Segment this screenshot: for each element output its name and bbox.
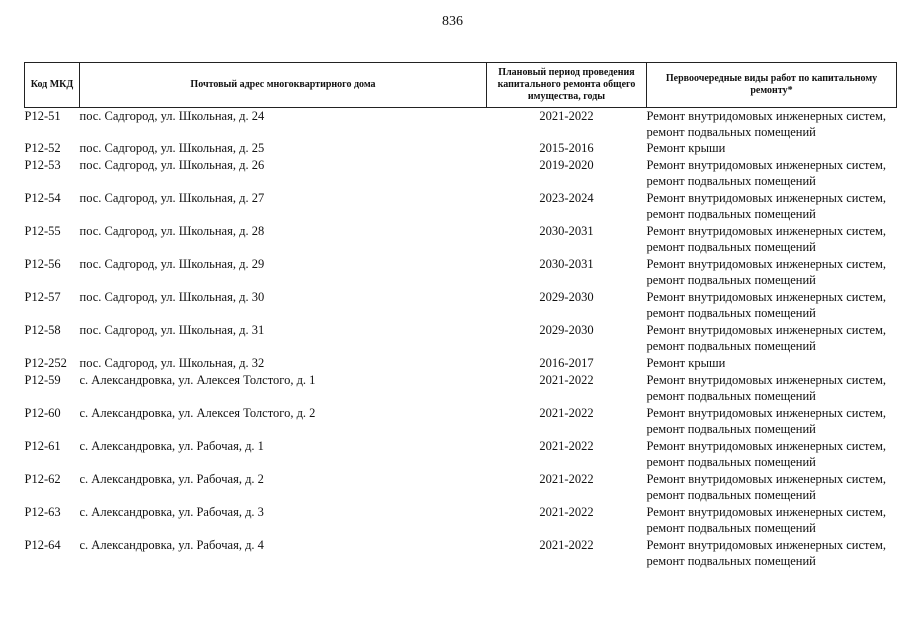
- row-works-cell: [647, 223, 897, 256]
- header-period: Плановый период проведения капитального ремонта общего имущества, годы: [487, 63, 647, 108]
- row-period-cell: 2029-2030: [539, 323, 594, 337]
- table-header-row: [25, 63, 897, 108]
- table-row: [25, 355, 897, 372]
- row-address-cell: пос. Садгород, ул. Школьная, д. 27: [79, 191, 265, 205]
- work-type-line: Ремонт внутридомовых инженерных систем,: [646, 257, 887, 271]
- work-type-line: ремонт подвальных помещений: [646, 207, 816, 221]
- row-address-cell: пос. Садгород, ул. Школьная, д. 28: [79, 224, 265, 238]
- row-works-cell: [647, 157, 897, 190]
- row-code-cell: Р12-57: [24, 290, 61, 304]
- work-type-line: Ремонт внутридомовых инженерных систем,: [646, 439, 887, 453]
- row-code-cell: Р12-51: [24, 109, 61, 123]
- row-code-cell: Р12-64: [24, 538, 61, 552]
- work-type-line: Ремонт внутридомовых инженерных систем,: [646, 323, 887, 337]
- row-address-cell: пос. Садгород, ул. Школьная, д. 25: [79, 141, 265, 155]
- row-period-cell: 2015-2016: [539, 141, 594, 155]
- work-type-line: Ремонт внутридомовых инженерных систем,: [646, 158, 887, 172]
- work-type-line: ремонт подвальных помещений: [646, 521, 816, 535]
- row-code-cell: Р12-62: [24, 472, 61, 486]
- row-works-cell: [647, 372, 897, 405]
- table-row: [25, 223, 897, 256]
- row-address-cell: пос. Садгород, ул. Школьная, д. 32: [79, 356, 265, 370]
- row-works-cell: [647, 355, 897, 372]
- page-number: 836: [442, 14, 463, 29]
- work-type-line: Ремонт крыши: [646, 356, 726, 370]
- capital-repair-table: [24, 62, 897, 570]
- header-code: Код МКД: [25, 63, 80, 108]
- work-type-line: Ремонт внутридомовых инженерных систем,: [646, 224, 887, 238]
- work-type-line: ремонт подвальных помещений: [646, 455, 816, 469]
- work-type-line: ремонт подвальных помещений: [646, 125, 816, 139]
- work-type-line: Ремонт крыши: [646, 141, 726, 155]
- table-row: [25, 504, 897, 537]
- row-period-cell: 2029-2030: [539, 290, 594, 304]
- row-works-cell: [647, 256, 897, 289]
- row-code-cell: Р12-60: [24, 406, 61, 420]
- row-code-cell: Р12-61: [24, 439, 61, 453]
- row-code-cell: Р12-55: [24, 224, 61, 238]
- row-works-cell: [647, 405, 897, 438]
- row-period-cell: 2023-2024: [539, 191, 594, 205]
- table-row: [25, 256, 897, 289]
- table-row: [25, 108, 897, 141]
- row-address-cell: с. Александровка, ул. Алексея Толстого, д. 1: [79, 373, 316, 387]
- row-works-cell: [647, 537, 897, 570]
- row-period-cell: 2021-2022: [539, 373, 594, 387]
- work-type-line: ремонт подвальных помещений: [646, 488, 816, 502]
- row-period-cell: 2021-2022: [539, 472, 594, 486]
- row-code-cell: Р12-53: [24, 158, 61, 172]
- row-works-cell: [647, 438, 897, 471]
- row-works-cell: [647, 471, 897, 504]
- work-type-line: Ремонт внутридомовых инженерных систем,: [646, 538, 887, 552]
- work-type-line: Ремонт внутридомовых инженерных систем,: [646, 109, 887, 123]
- row-code-cell: Р12-63: [24, 505, 61, 519]
- row-address-cell: с. Александровка, ул. Рабочая, д. 1: [79, 439, 264, 453]
- row-address-cell: пос. Садгород, ул. Школьная, д. 24: [79, 109, 265, 123]
- row-period-cell: 2030-2031: [539, 224, 594, 238]
- row-period-cell: 2021-2022: [539, 538, 594, 552]
- row-works-cell: [647, 322, 897, 355]
- table-row: [25, 537, 897, 570]
- row-address-cell: пос. Садгород, ул. Школьная, д. 26: [79, 158, 265, 172]
- work-type-line: Ремонт внутридомовых инженерных систем,: [646, 472, 887, 486]
- row-works-cell: [647, 140, 897, 157]
- table-body: [25, 108, 897, 571]
- work-type-line: ремонт подвальных помещений: [646, 273, 816, 287]
- row-works-cell: [647, 504, 897, 537]
- row-period-cell: 2021-2022: [539, 406, 594, 420]
- table-row: [25, 471, 897, 504]
- work-type-line: Ремонт внутридомовых инженерных систем,: [646, 373, 887, 387]
- row-code-cell: Р12-56: [24, 257, 61, 271]
- row-period-cell: 2019-2020: [539, 158, 594, 172]
- work-type-line: ремонт подвальных помещений: [646, 339, 816, 353]
- table-row: [25, 157, 897, 190]
- work-type-line: Ремонт внутридомовых инженерных систем,: [646, 505, 887, 519]
- work-type-line: Ремонт внутридомовых инженерных систем,: [646, 406, 887, 420]
- row-period-cell: 2021-2022: [539, 505, 594, 519]
- work-type-line: ремонт подвальных помещений: [646, 389, 816, 403]
- work-type-line: ремонт подвальных помещений: [646, 422, 816, 436]
- table-row: [25, 372, 897, 405]
- header-works: Первоочередные виды работ по капитальному ремонту*: [647, 63, 897, 108]
- work-type-line: Ремонт внутридомовых инженерных систем,: [646, 191, 887, 205]
- row-code-cell: Р12-59: [24, 373, 61, 387]
- row-address-cell: с. Александровка, ул. Рабочая, д. 3: [79, 505, 264, 519]
- row-code-cell: Р12-52: [24, 141, 61, 155]
- row-works-cell: [647, 108, 897, 141]
- work-type-line: ремонт подвальных помещений: [646, 240, 816, 254]
- row-period-cell: 2016-2017: [539, 356, 594, 370]
- work-type-line: ремонт подвальных помещений: [646, 554, 816, 568]
- table-row: [25, 140, 897, 157]
- row-works-cell: [647, 289, 897, 322]
- row-code-cell: Р12-58: [24, 323, 61, 337]
- row-code-cell: Р12-252: [24, 356, 67, 370]
- table-row: [25, 190, 897, 223]
- row-period-cell: 2030-2031: [539, 257, 594, 271]
- row-code-cell: Р12-54: [24, 191, 61, 205]
- row-period-cell: 2021-2022: [539, 439, 594, 453]
- table-row: [25, 322, 897, 355]
- table-row: [25, 405, 897, 438]
- row-period-cell: 2021-2022: [539, 109, 594, 123]
- row-address-cell: с. Александровка, ул. Рабочая, д. 4: [79, 538, 264, 552]
- table-row: [25, 438, 897, 471]
- row-address-cell: пос. Садгород, ул. Школьная, д. 31: [79, 323, 265, 337]
- row-address-cell: с. Александровка, ул. Рабочая, д. 2: [79, 472, 264, 486]
- row-works-cell: [647, 190, 897, 223]
- table-row: [25, 289, 897, 322]
- row-address-cell: пос. Садгород, ул. Школьная, д. 30: [79, 290, 265, 304]
- work-type-line: ремонт подвальных помещений: [646, 174, 816, 188]
- row-address-cell: пос. Садгород, ул. Школьная, д. 29: [79, 257, 265, 271]
- work-type-line: Ремонт внутридомовых инженерных систем,: [646, 290, 887, 304]
- row-address-cell: с. Александровка, ул. Алексея Толстого, д. 2: [79, 406, 316, 420]
- header-address: Почтовый адрес многоквартирного дома: [80, 63, 487, 108]
- work-type-line: ремонт подвальных помещений: [646, 306, 816, 320]
